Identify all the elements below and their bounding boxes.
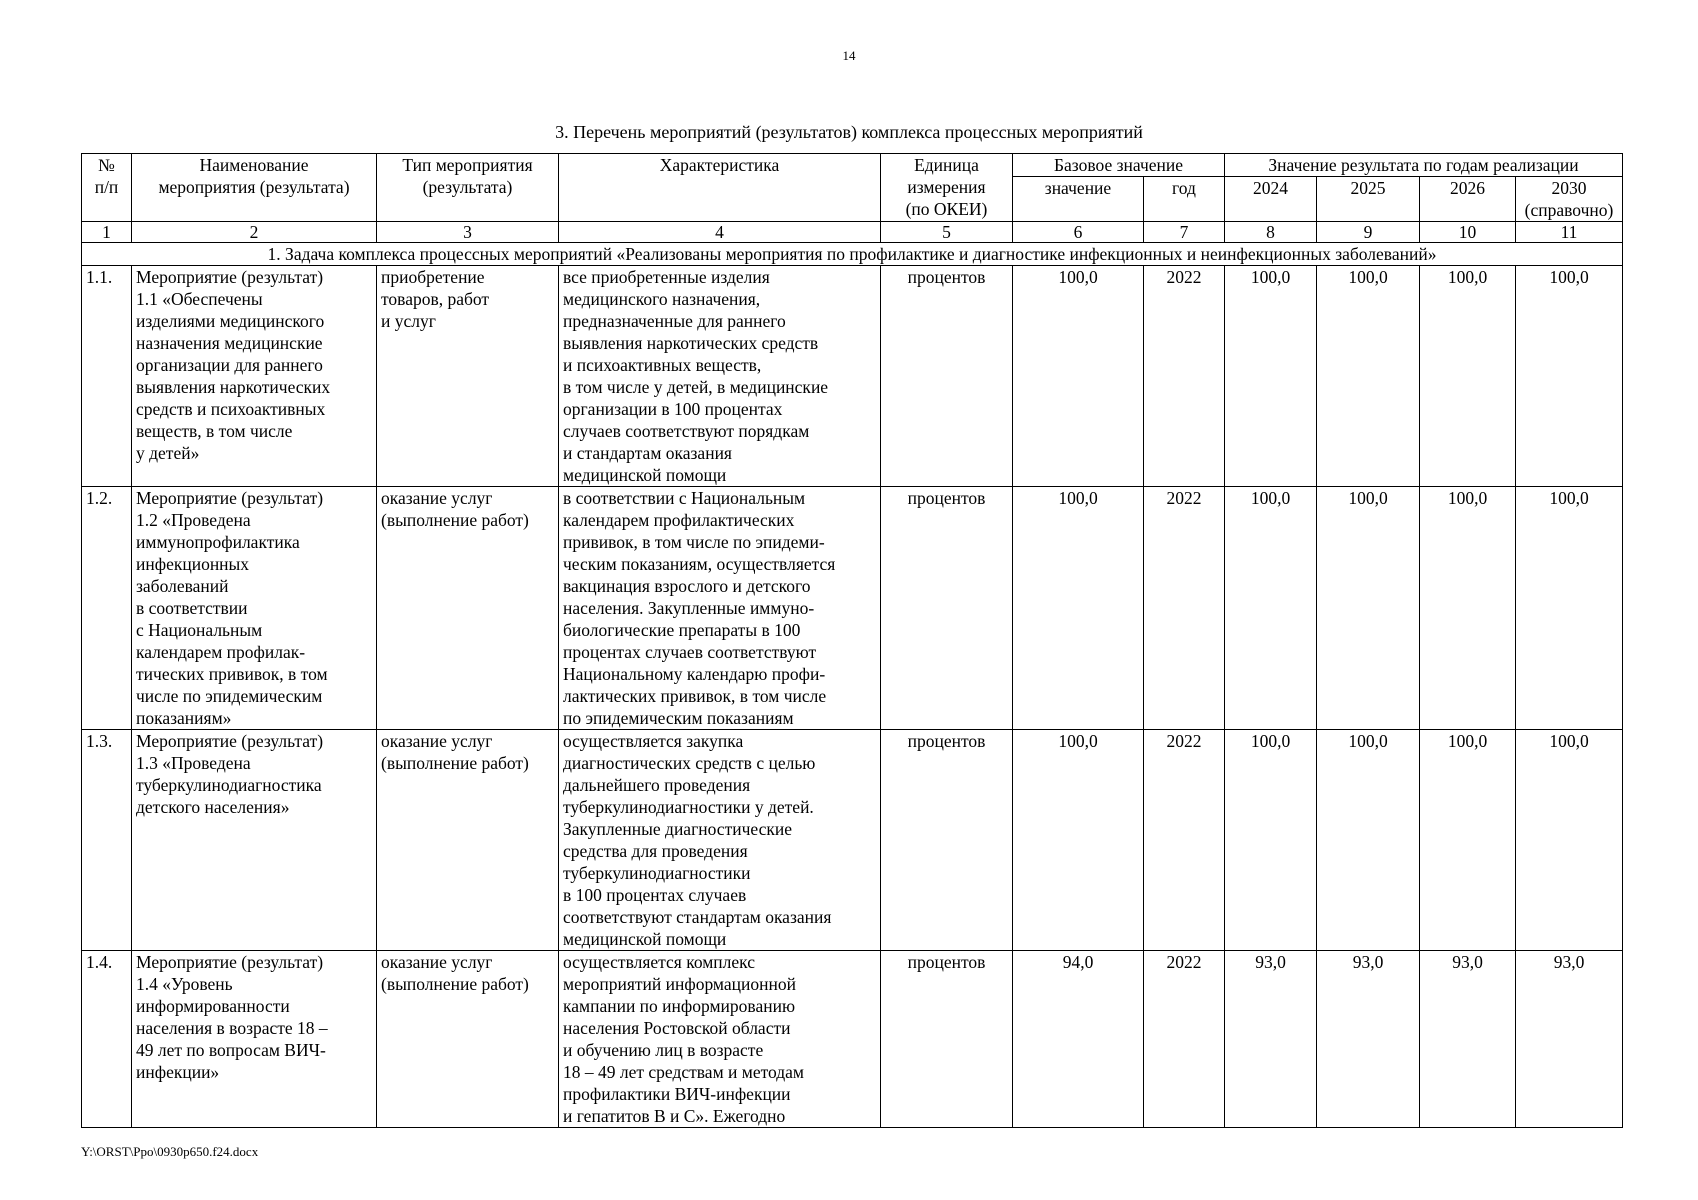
header-2024: 2024	[1225, 177, 1317, 222]
header-characteristic: Характеристика	[559, 154, 881, 222]
row-base-value: 100,0	[1013, 487, 1144, 730]
header-2030: 2030 (справочно)	[1516, 177, 1623, 222]
page-number: 14	[842, 48, 856, 63]
col-number: 4	[559, 222, 881, 243]
row-value-2025: 100,0	[1317, 730, 1420, 951]
col-number: 5	[881, 222, 1013, 243]
row-num: 1.4.	[82, 951, 132, 1128]
row-name: Мероприятие (результат) 1.1 «Обеспечены изделиями медицинского назначения медицинские организации для раннего выявления наркотических средств и психоактивных веществ, в том числе у детей»	[132, 266, 377, 487]
header-base-year: год	[1144, 177, 1225, 222]
row-characteristic: все приобретенные изделия медицинского назначения, предназначенные для раннего выявления наркотических средств и психоактивных веществ, в том числе у детей, в медицинские организации в 100 процентах случаев соответствуют порядкам и стандартам оказания медицинской помощи	[559, 266, 881, 487]
row-value-2025: 100,0	[1317, 487, 1420, 730]
table-row	[82, 951, 1623, 1128]
row-unit: процентов	[881, 266, 1013, 487]
row-base-value: 100,0	[1013, 730, 1144, 951]
row-name: Мероприятие (результат) 1.3 «Проведена туберкулинодиагностика детского населения»	[132, 730, 377, 951]
table-row	[82, 487, 1623, 730]
row-value-2030: 100,0	[1516, 730, 1623, 951]
col-number: 3	[377, 222, 559, 243]
row-unit: процентов	[881, 487, 1013, 730]
row-value-2025: 100,0	[1317, 266, 1420, 487]
row-value-2024: 93,0	[1225, 951, 1317, 1128]
row-value-2024: 100,0	[1225, 266, 1317, 487]
row-characteristic: осуществляется закупка диагностических средств с целью дальнейшего проведения туберкулинодиагностики у детей. Закупленные диагностические средства для проведения туберкулинодиагностики в 100 процентах случаев соответствуют стандартам оказания медицинской помощи	[559, 730, 881, 951]
row-unit: процентов	[881, 951, 1013, 1128]
row-value-2026: 100,0	[1420, 266, 1516, 487]
row-num: 1.2.	[82, 487, 132, 730]
col-number: 2	[132, 222, 377, 243]
row-type: оказание услуг (выполнение работ)	[377, 730, 559, 951]
row-num: 1.1.	[82, 266, 132, 487]
col-number: 6	[1013, 222, 1144, 243]
row-value-2026: 100,0	[1420, 487, 1516, 730]
column-numbers-row	[82, 222, 1623, 243]
header-type: Тип мероприятия (результата)	[377, 154, 559, 222]
row-base-year: 2022	[1144, 266, 1225, 487]
col-number: 8	[1225, 222, 1317, 243]
row-value-2024: 100,0	[1225, 730, 1317, 951]
header-base-value: значение	[1013, 177, 1144, 222]
row-type: приобретение товаров, работ и услуг	[377, 266, 559, 487]
col-number: 10	[1420, 222, 1516, 243]
row-characteristic: в соответствии с Национальным календарем профилактических прививок, в том числе по эпидеми- ческим показаниям, осуществляется вакцинация взрослого и детского населения. Закупленные иммуно- биологические препараты в 100 процентах случаев соответствуют Национальному календарю профи- лактических прививок, в том числе по эпидемическим показаниям	[559, 487, 881, 730]
task-row	[82, 243, 1623, 266]
row-type: оказание услуг (выполнение работ)	[377, 951, 559, 1128]
task-title: 1. Задача комплекса процессных мероприятий «Реализованы мероприятия по профилактике и диагностике инфекционных и неинфекционных заболеваний»	[267, 244, 1437, 264]
header-base: Базовое значение	[1013, 154, 1225, 177]
row-base-year: 2022	[1144, 951, 1225, 1128]
row-name: Мероприятие (результат) 1.4 «Уровень информированности населения в возрасте 18 – 49 лет по вопросам ВИЧ- инфекции»	[132, 951, 377, 1128]
header-num: № п/п	[82, 154, 132, 222]
row-characteristic: осуществляется комплекс мероприятий информационной кампании по информированию населения Ростовской области и обучению лиц в возрасте 18 – 49 лет средствам и методам профилактики ВИЧ-инфекции и гепатитов В и С». Ежегодно	[559, 951, 881, 1128]
row-num: 1.3.	[82, 730, 132, 951]
row-base-year: 2022	[1144, 487, 1225, 730]
row-value-2025: 93,0	[1317, 951, 1420, 1128]
col-number: 1	[82, 222, 132, 243]
activities-table	[81, 153, 1623, 1128]
header-2026: 2026	[1420, 177, 1516, 222]
row-value-2026: 93,0	[1420, 951, 1516, 1128]
table-row	[82, 266, 1623, 487]
col-number: 11	[1516, 222, 1623, 243]
row-value-2024: 100,0	[1225, 487, 1317, 730]
row-base-value: 100,0	[1013, 266, 1144, 487]
header-name: Наименование мероприятия (результата)	[132, 154, 377, 222]
row-type: оказание услуг (выполнение работ)	[377, 487, 559, 730]
table-title: 3. Перечень мероприятий (результатов) комплекса процессных мероприятий	[555, 122, 1143, 142]
row-unit: процентов	[881, 730, 1013, 951]
footer-file-path: Y:\ORST\Ppo\0930p650.f24.docx	[81, 1144, 259, 1159]
row-value-2030: 100,0	[1516, 266, 1623, 487]
header-result: Значение результата по годам реализации	[1225, 154, 1623, 177]
row-base-value: 94,0	[1013, 951, 1144, 1128]
row-value-2026: 100,0	[1420, 730, 1516, 951]
header-unit: Единица измерения (по ОКЕИ)	[881, 154, 1013, 222]
row-value-2030: 93,0	[1516, 951, 1623, 1128]
header-2025: 2025	[1317, 177, 1420, 222]
row-value-2030: 100,0	[1516, 487, 1623, 730]
table-row	[82, 730, 1623, 951]
row-name: Мероприятие (результат) 1.2 «Проведена иммунопрофилактика инфекционных заболеваний в соответствии с Национальным календарем профилак- тических прививок, в том числе по эпидемическим показаниям»	[132, 487, 377, 730]
row-base-year: 2022	[1144, 730, 1225, 951]
col-number: 7	[1144, 222, 1225, 243]
col-number: 9	[1317, 222, 1420, 243]
